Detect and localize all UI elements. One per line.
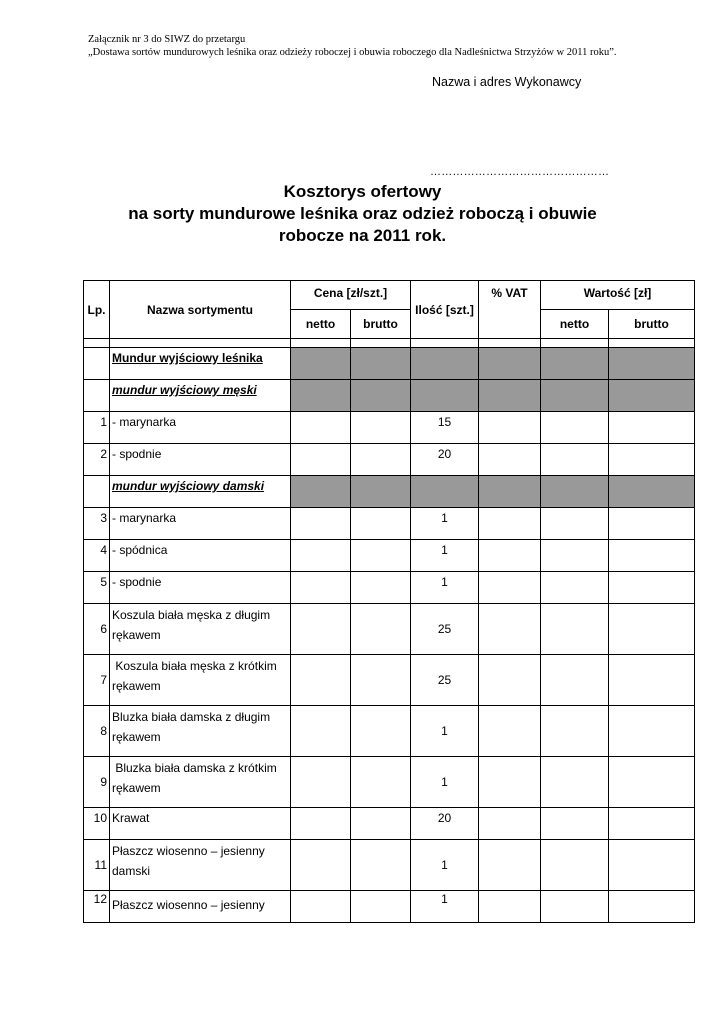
cell-value-netto[interactable] (541, 508, 609, 540)
row-name (110, 840, 291, 891)
header-name: Nazwa sortymentu (110, 281, 291, 339)
row-name (110, 655, 291, 706)
attachment-note-line1: Załącznik nr 3 do SIWZ do przetargu (88, 34, 246, 45)
header-qty: Ilość [szt.] (411, 281, 479, 339)
section-female: mundur wyjściowy damski (112, 479, 265, 493)
cell-value-netto[interactable] (541, 891, 609, 923)
cell-value-brutto[interactable] (609, 572, 695, 604)
table-row (84, 604, 695, 655)
cell-vat[interactable] (479, 572, 541, 604)
cell-vat[interactable] (479, 412, 541, 444)
row-name: - marynarka (110, 412, 291, 444)
cell-price-brutto[interactable] (351, 840, 411, 891)
contractor-label: Nazwa i adres Wykonawcy (432, 75, 582, 89)
cell-value-brutto[interactable] (609, 840, 695, 891)
row-lp: 5 (84, 572, 110, 604)
row-lp: 7 (84, 655, 110, 706)
cell-value-brutto[interactable] (609, 540, 695, 572)
cell-price-netto[interactable] (291, 757, 351, 808)
header-value-brutto: brutto (609, 310, 695, 339)
row-qty: 1 (411, 706, 479, 757)
row-qty: 1 (411, 840, 479, 891)
row-name-line2: rękawem (112, 781, 161, 795)
cell-price-brutto[interactable] (351, 891, 411, 923)
cell-vat[interactable] (479, 444, 541, 476)
row-lp: 4 (84, 540, 110, 572)
table-row (84, 572, 695, 604)
row-lp: 2 (84, 444, 110, 476)
cell-value-brutto[interactable] (609, 891, 695, 923)
row-name: - marynarka (110, 508, 291, 540)
cell-value-netto[interactable] (541, 412, 609, 444)
title-line1: Kosztorys ofertowy (283, 182, 442, 201)
cell-value-brutto[interactable] (609, 757, 695, 808)
cell-value-netto[interactable] (541, 572, 609, 604)
table-row (84, 444, 695, 476)
cell-value-netto[interactable] (541, 808, 609, 840)
row-qty: 1 (411, 508, 479, 540)
row-name-line2: rękawem (112, 628, 161, 642)
row-lp: 9 (84, 757, 110, 808)
cell-vat[interactable] (479, 706, 541, 757)
cell-value-netto[interactable] (541, 540, 609, 572)
header-value: Wartość [zł] (541, 281, 695, 310)
row-name (110, 604, 291, 655)
row-name-line1: Koszula biała męska z krótkim (112, 659, 277, 673)
cell-price-brutto[interactable] (351, 604, 411, 655)
row-lp: 3 (84, 508, 110, 540)
row-name (110, 706, 291, 757)
section-main: Mundur wyjściowy leśnika (112, 351, 263, 365)
cell-vat[interactable] (479, 840, 541, 891)
cell-value-netto[interactable] (541, 604, 609, 655)
section-male: mundur wyjściowy męski (112, 383, 257, 397)
header-value-netto: netto (541, 310, 609, 339)
section-row (84, 348, 695, 380)
row-name-line1: Koszula biała męska z długim (112, 608, 271, 622)
header-price-brutto: brutto (351, 310, 411, 339)
cell-value-netto[interactable] (541, 655, 609, 706)
cell-value-netto[interactable] (541, 757, 609, 808)
row-qty: 1 (411, 757, 479, 808)
table-row (84, 508, 695, 540)
row-name-line1: Płaszcz wiosenno – jesienny (112, 844, 265, 858)
row-lp: 1 (84, 412, 110, 444)
header-price-netto: netto (291, 310, 351, 339)
table-row (84, 706, 695, 757)
table-row (84, 808, 695, 840)
cell-price-netto[interactable] (291, 655, 351, 706)
cell-value-brutto[interactable] (609, 655, 695, 706)
cell-price-brutto[interactable] (351, 757, 411, 808)
cell-price-netto[interactable] (291, 572, 351, 604)
cell-vat[interactable] (479, 891, 541, 923)
row-name-line1: Bluzka biała damska z długim (112, 710, 271, 724)
cell-price-brutto[interactable] (351, 706, 411, 757)
cell-price-netto[interactable] (291, 444, 351, 476)
row-name: Płaszcz wiosenno – jesienny (110, 891, 291, 923)
table-row (84, 757, 695, 808)
cell-price-brutto[interactable] (351, 540, 411, 572)
cell-vat[interactable] (479, 757, 541, 808)
cell-vat[interactable] (479, 604, 541, 655)
cell-price-brutto[interactable] (351, 508, 411, 540)
cost-table (83, 280, 695, 923)
document-title (0, 181, 725, 247)
cell-price-brutto[interactable] (351, 412, 411, 444)
row-lp: 12 (84, 891, 110, 923)
cell-value-netto[interactable] (541, 706, 609, 757)
cell-vat[interactable] (479, 808, 541, 840)
table-row (84, 891, 695, 923)
header-lp: Lp. (84, 281, 110, 339)
cell-price-netto[interactable] (291, 540, 351, 572)
row-qty: 1 (411, 540, 479, 572)
cell-price-netto[interactable] (291, 706, 351, 757)
cell-price-brutto[interactable] (351, 808, 411, 840)
cell-price-netto[interactable] (291, 604, 351, 655)
cell-price-netto[interactable] (291, 508, 351, 540)
row-qty: 20 (411, 808, 479, 840)
cell-price-netto[interactable] (291, 808, 351, 840)
cell-value-brutto[interactable] (609, 508, 695, 540)
attachment-note (88, 33, 617, 59)
cell-value-brutto[interactable] (609, 808, 695, 840)
cell-price-netto[interactable] (291, 412, 351, 444)
header-price: Cena [zł/szt.] (291, 281, 411, 310)
section-row (84, 476, 695, 508)
row-qty: 25 (411, 655, 479, 706)
cell-value-brutto[interactable] (609, 706, 695, 757)
row-name-line1: Bluzka biała damska z krótkim (112, 761, 277, 775)
title-line2: na sorty mundurowe leśnika oraz odzież roboczą i obuwie (128, 204, 597, 223)
section-row (84, 380, 695, 412)
cell-vat[interactable] (479, 655, 541, 706)
table-row (84, 412, 695, 444)
cell-price-brutto[interactable] (351, 655, 411, 706)
cell-value-brutto[interactable] (609, 444, 695, 476)
row-lp: 8 (84, 706, 110, 757)
spacer-row (84, 339, 695, 348)
cell-price-netto[interactable] (291, 891, 351, 923)
row-qty: 20 (411, 444, 479, 476)
table-row (84, 840, 695, 891)
row-qty: 1 (411, 572, 479, 604)
row-qty: 25 (411, 604, 479, 655)
cell-vat[interactable] (479, 540, 541, 572)
table-row (84, 655, 695, 706)
row-name: - spodnie (110, 444, 291, 476)
row-lp: 6 (84, 604, 110, 655)
header-vat: % VAT (479, 281, 541, 339)
row-name: - spódnica (110, 540, 291, 572)
row-name: - spodnie (110, 572, 291, 604)
cell-value-netto[interactable] (541, 444, 609, 476)
cell-value-netto[interactable] (541, 840, 609, 891)
cell-value-brutto[interactable] (609, 412, 695, 444)
table-row (84, 540, 695, 572)
row-name: Krawat (110, 808, 291, 840)
row-lp: 10 (84, 808, 110, 840)
cell-value-brutto[interactable] (609, 604, 695, 655)
cell-vat[interactable] (479, 508, 541, 540)
row-name-line2: rękawem (112, 730, 161, 744)
row-lp: 11 (84, 840, 110, 891)
cell-price-netto[interactable] (291, 840, 351, 891)
row-name-line2: damski (112, 864, 151, 878)
cell-price-brutto[interactable] (351, 444, 411, 476)
signature-dots: ………………………………………… (430, 166, 610, 178)
title-line3: robocze na 2011 rok. (278, 226, 447, 245)
row-qty: 1 (411, 891, 479, 923)
row-name (110, 757, 291, 808)
attachment-note-line2: „Dostawa sortów mundurowych leśnika oraz odzieży roboczej i obuwia roboczego dla Nadleśnictwa Strzyżów w 2011 roku”. (88, 47, 617, 58)
row-qty: 15 (411, 412, 479, 444)
cell-price-brutto[interactable] (351, 572, 411, 604)
row-name-line2: rękawem (112, 679, 161, 693)
